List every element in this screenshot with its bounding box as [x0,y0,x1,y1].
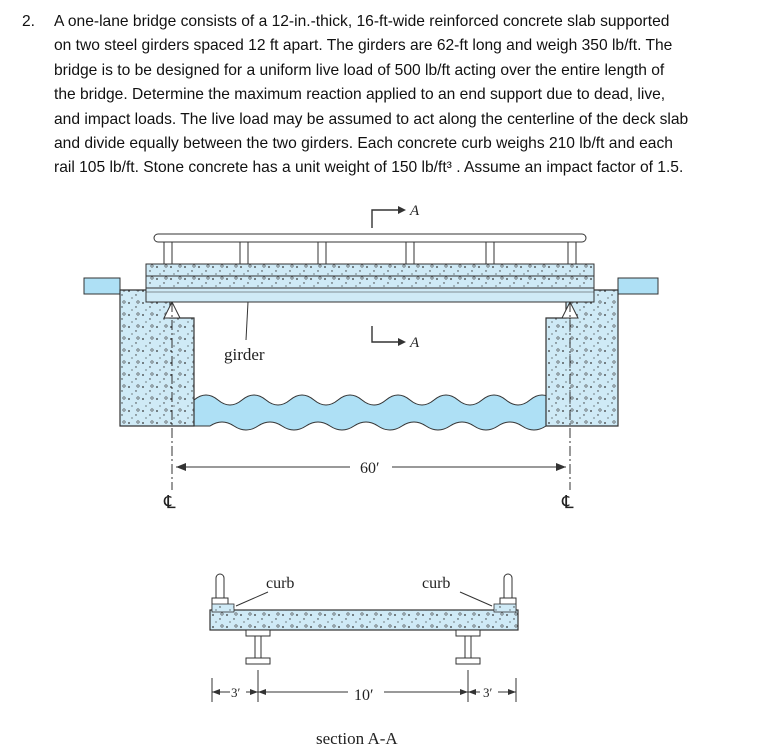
left-abutment [120,290,194,426]
water-left [84,278,120,294]
section-marker-top-label: A [410,203,420,219]
curb-leader-left [236,592,268,606]
section-curb-left [212,604,234,612]
river-water [194,395,578,430]
problem-line: A one-lane bridge consists of a 12-in.-thick, 16-ft-wide reinforced concrete slab supported [54,13,670,30]
spacing-label: 10′ [354,687,374,704]
centerline-symbol-left: ℄ [164,492,176,512]
section-curb-right [494,604,516,612]
water-right [618,278,658,294]
deck-slab [146,276,594,288]
problem-line: and impact loads. The live load may be assumed to act along the centerline of the deck slab [54,110,689,128]
problem-line: on two steel girders spaced 12 ft apart. The girders are 62-ft long and weigh 350 lb/ft. The [54,37,673,55]
girder-leader [246,302,248,340]
rail-posts [164,240,576,266]
section-caption: section A-A [316,729,398,748]
section-rails [212,574,516,610]
girder-label: girder [224,345,265,364]
section-slab [210,610,518,630]
curb-label-right: curb [422,575,451,592]
curb-band [146,264,594,276]
girder [146,288,594,302]
section-marker-bottom [372,326,398,342]
section-girder-right [456,630,480,664]
section-marker-bottom-label: A [410,335,420,351]
problem-line: bridge is to be designed for a uniform live load of 500 lb/ft acting over the entire length of [54,61,665,79]
curb-label-left: curb [266,575,295,592]
curb-leader-right [460,592,492,606]
centerline-symbol-right: ℄ [562,492,574,512]
problem-number: 2. [22,13,36,30]
section-girder-left [246,630,270,664]
right-abutment [546,290,618,426]
problem-line: the bridge. Determine the maximum reaction applied to an end support due to dead, live, [54,86,666,104]
overhang-label-right: 3′ [483,685,493,700]
span-label: 60′ [360,460,380,477]
section-marker-top [372,210,398,228]
problem-line: and divide equally between the two girders. Each concrete curb weighs 210 lb/ft and each [54,135,673,153]
top-rail [154,234,586,242]
overhang-label-left: 3′ [231,685,241,700]
problem-line: rail 105 lb/ft. Stone concrete has a unit weight of 150 lb/ft³ . Assume an impact factor of 1.5. [54,159,684,177]
